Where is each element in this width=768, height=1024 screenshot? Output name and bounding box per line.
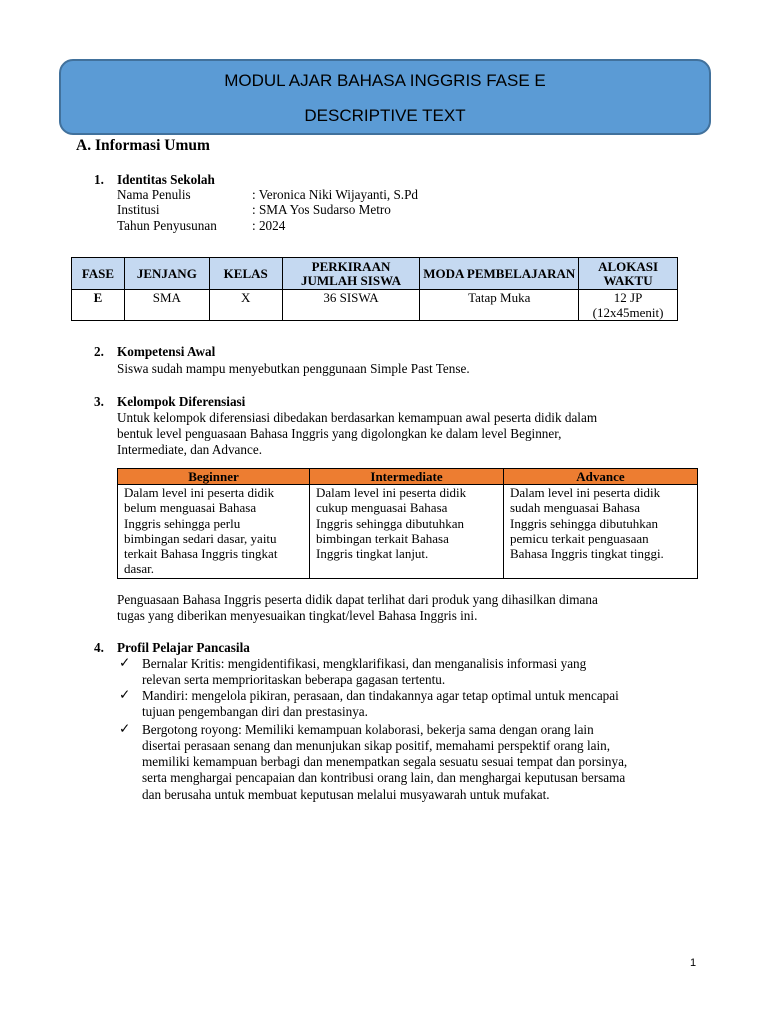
diferensiasi-after-1: tugas yang diberikan menyesuaikan tingkat/level Bahasa Inggris ini. [117,608,478,623]
info-cell-jenjang: SMA [124,290,209,321]
profil-heading: Profil Pelajar Pancasila [117,640,250,655]
cell-line: cukup menguasai Bahasa [316,500,448,516]
info-cell-jumlah-siswa: 36 SISWA [282,290,420,321]
profil-item-1-line-1: tujuan pengembangan diri dan prestasinya. [142,704,368,719]
info-table-header-row [72,258,678,290]
identitas-number: 1. [94,172,104,187]
section-a-heading: A. Informasi Umum [76,137,210,154]
kompetensi-heading: Kompetensi Awal [117,344,216,359]
info-cell-fase: E [72,290,125,321]
cell-line: terkait Bahasa Inggris tingkat [124,546,278,562]
page-number: 1 [690,957,697,969]
profil-item-0-line-1: relevan serta memprioritaskan beberapa gagasan tertentu. [142,672,446,687]
identitas-value-1: : SMA Yos Sudarso Metro [252,202,391,217]
title-line-2: DESCRIPTIVE TEXT [304,106,466,125]
profil-number: 4. [94,640,104,655]
checkmark-icon: ✓ [119,655,131,670]
info-cell-kelas: X [209,290,282,321]
cell-line: Dalam level ini peserta didik [124,485,275,500]
diferensiasi-line-2: Intermediate, dan Advance. [117,442,262,457]
cell-line: Inggris sehingga dibutuhkan [316,515,465,531]
cell-line: Inggris sehingga perlu [124,515,241,531]
diferensiasi-after-0: Penguasaan Bahasa Inggris peserta didik dapat terlihat dari produk yang dihasilkan dimana [117,592,598,607]
identitas-label-1: Institusi [117,202,160,217]
diferensiasi-line-1: bentuk level penguasaan Bahasa Inggris yang digolongkan ke dalam level Beginner, [117,426,562,441]
diferensiasi-line-0: Untuk kelompok diferensiasi dibedakan berdasarkan kemampuan awal peserta didik dalam [117,410,598,425]
cell-line: bimbingan sedari dasar, yaitu [124,530,277,546]
info-header-alokasi: ALOKASI WAKTU [579,258,678,290]
cell-line: bimbingan terkait Bahasa [316,530,449,546]
cell-line: sudah menguasai Bahasa [510,500,640,516]
profil-item-2-line-4: dan berusaha untuk membuat keputusan melalui musyawarah untuk mufakat. [142,787,550,802]
cell-line: dasar. [124,561,154,577]
cell-line: Inggris tingkat lanjut. [316,546,429,562]
profil-item-1-line-0: Mandiri: mengelola pikiran, perasaan, dan tindakannya agar tetap optimal untuk mencapai [142,688,619,703]
cell-line: Inggris sehingga dibutuhkan [510,515,659,531]
cell-line: Dalam level ini peserta didik [316,485,467,500]
cell-line: belum menguasai Bahasa [124,500,257,516]
cell-line: Dalam level ini peserta didik [510,485,661,500]
info-header-fase: FASE [72,258,125,290]
table-row [118,485,698,579]
profil-item-2-line-0: Bergotong royong: Memiliki kemampuan kolaborasi, bekerja sama dengan orang lain [142,722,594,737]
info-cell-moda: Tatap Muka [420,290,579,321]
identitas-label-2: Tahun Penyusunan [117,218,217,233]
level-cell-intermediate [310,485,504,579]
table-row [72,290,678,321]
level-header-intermediate: Intermediate [310,469,504,485]
info-header-jumlah-siswa: PERKIRAAN JUMLAH SISWA [282,258,420,290]
identitas-heading: Identitas Sekolah [117,172,215,187]
level-table [117,468,698,579]
profil-item-0-line-0: Bernalar Kritis: mengidentifikasi, mengklarifikasi, dan menganalisis informasi yang [142,656,587,671]
info-table [71,257,678,321]
level-cell-beginner [118,485,310,579]
profil-item-2-line-3: serta menghargai pencapaian dan kontribusi orang lain, dan menghargai keputusan bersama [142,770,626,785]
info-header-jenjang: JENJANG [124,258,209,290]
diferensiasi-number: 3. [94,394,104,409]
cell-line: pemicu terkait penguasaan [510,530,649,546]
identitas-label-0: Nama Penulis [117,187,191,202]
checkmark-icon: ✓ [119,687,131,702]
title-banner [59,59,711,135]
cell-line: Bahasa Inggris tingkat tinggi. [510,546,664,562]
info-header-moda: MODA PEMBELAJARAN [420,258,579,290]
level-table-header-row [118,469,698,485]
identitas-value-2: : 2024 [252,218,286,233]
level-cell-advance [504,485,698,579]
kompetensi-text: Siswa sudah mampu menyebutkan penggunaan Simple Past Tense. [117,361,470,376]
diferensiasi-heading: Kelompok Diferensiasi [117,394,246,409]
profil-item-2-line-2: memiliki kemampuan berbagi dan menempatkan segala sesuatu sesuai tempat dan porsinya, [142,754,628,769]
info-cell-alokasi: 12 JP (12x45menit) [579,290,678,321]
level-header-beginner: Beginner [118,469,310,485]
identitas-value-0: : Veronica Niki Wijayanti, S.Pd [252,187,419,202]
level-header-advance: Advance [504,469,698,485]
checkmark-icon: ✓ [119,721,131,736]
title-line-1: MODUL AJAR BAHASA INGGRIS FASE E [224,71,546,90]
kompetensi-number: 2. [94,344,104,359]
info-header-kelas: KELAS [209,258,282,290]
profil-item-2-line-1: disertai perasaan senang dan menunjukan sikap positif, memahami perspektif orang lain, [142,738,611,753]
